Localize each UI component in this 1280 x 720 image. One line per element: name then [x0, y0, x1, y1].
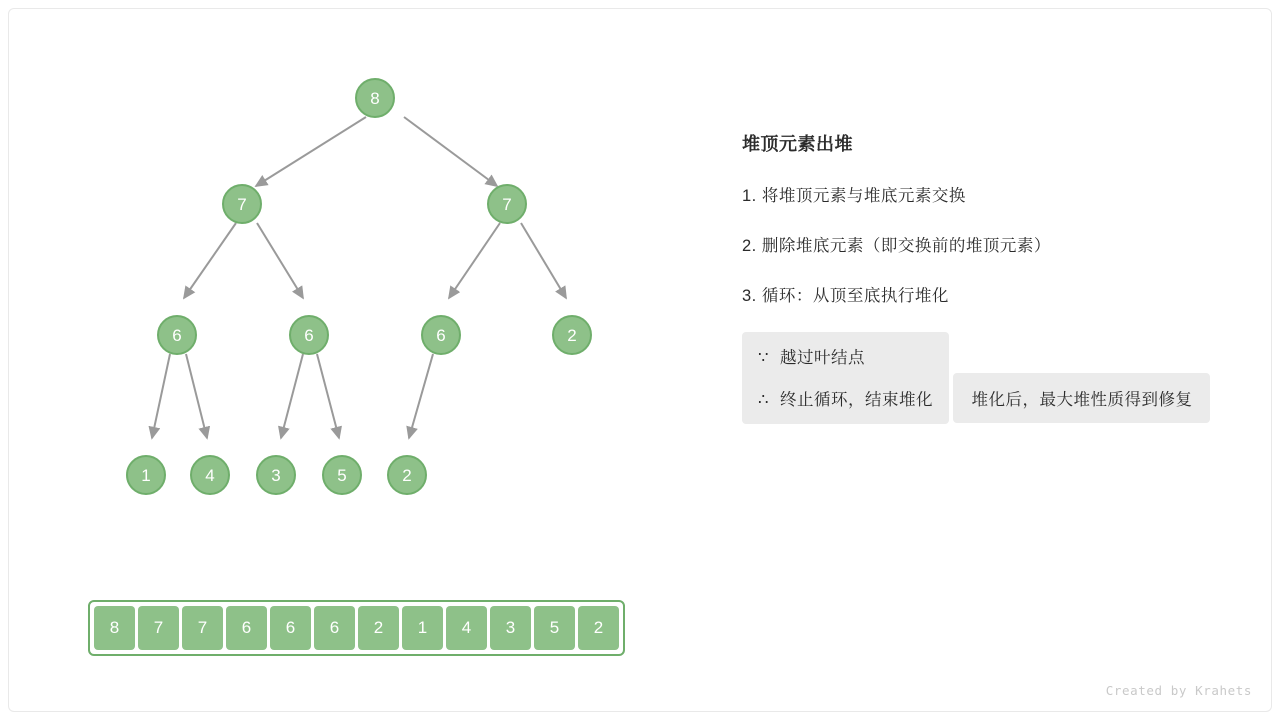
tree-node: 2 [387, 455, 427, 495]
array-cell: 3 [490, 606, 531, 650]
tree-node: 1 [126, 455, 166, 495]
tree-node: 6 [421, 315, 461, 355]
therefore-line [758, 386, 933, 410]
array-cell: 6 [314, 606, 355, 650]
array-cell: 8 [94, 606, 135, 650]
step-item: 1. 将堆顶元素与堆底元素交换 [742, 187, 966, 205]
because-line [758, 344, 933, 368]
explanation-panel [742, 130, 1212, 446]
tree-node: 5 [322, 455, 362, 495]
tree-node: 3 [256, 455, 296, 495]
array-cell: 4 [446, 606, 487, 650]
result-note [953, 373, 1210, 423]
array-cell: 2 [578, 606, 619, 650]
array-cell: 7 [182, 606, 223, 650]
tree-node: 4 [190, 455, 230, 495]
because-symbol: ∵ [758, 349, 769, 367]
reasoning-note [742, 332, 949, 424]
tree-node: 6 [157, 315, 197, 355]
tree-node: 8 [355, 78, 395, 118]
tree-node: 7 [222, 184, 262, 224]
panel-title: 堆顶元素出堆 [742, 134, 853, 154]
therefore-symbol: ∴ [758, 391, 769, 409]
array-cell: 1 [402, 606, 443, 650]
step-item: 2. 删除堆底元素（即交换前的堆顶元素） [742, 237, 1051, 255]
because-text: 越过叶结点 [780, 349, 865, 367]
tree-node: 7 [487, 184, 527, 224]
heap-array [88, 600, 625, 656]
tree-node: 6 [289, 315, 329, 355]
binary-heap-tree [0, 0, 720, 560]
tree-node: 2 [552, 315, 592, 355]
array-cell: 6 [270, 606, 311, 650]
credit-label: Created by Krahets [1105, 683, 1252, 698]
array-cell: 5 [534, 606, 575, 650]
step-item: 3. 循环：从顶至底执行堆化 [742, 287, 949, 305]
therefore-text: 终止循环，结束堆化 [780, 391, 933, 409]
array-cell: 7 [138, 606, 179, 650]
array-cell: 6 [226, 606, 267, 650]
array-cell: 2 [358, 606, 399, 650]
result-text: 堆化后，最大堆性质得到修复 [971, 391, 1193, 409]
